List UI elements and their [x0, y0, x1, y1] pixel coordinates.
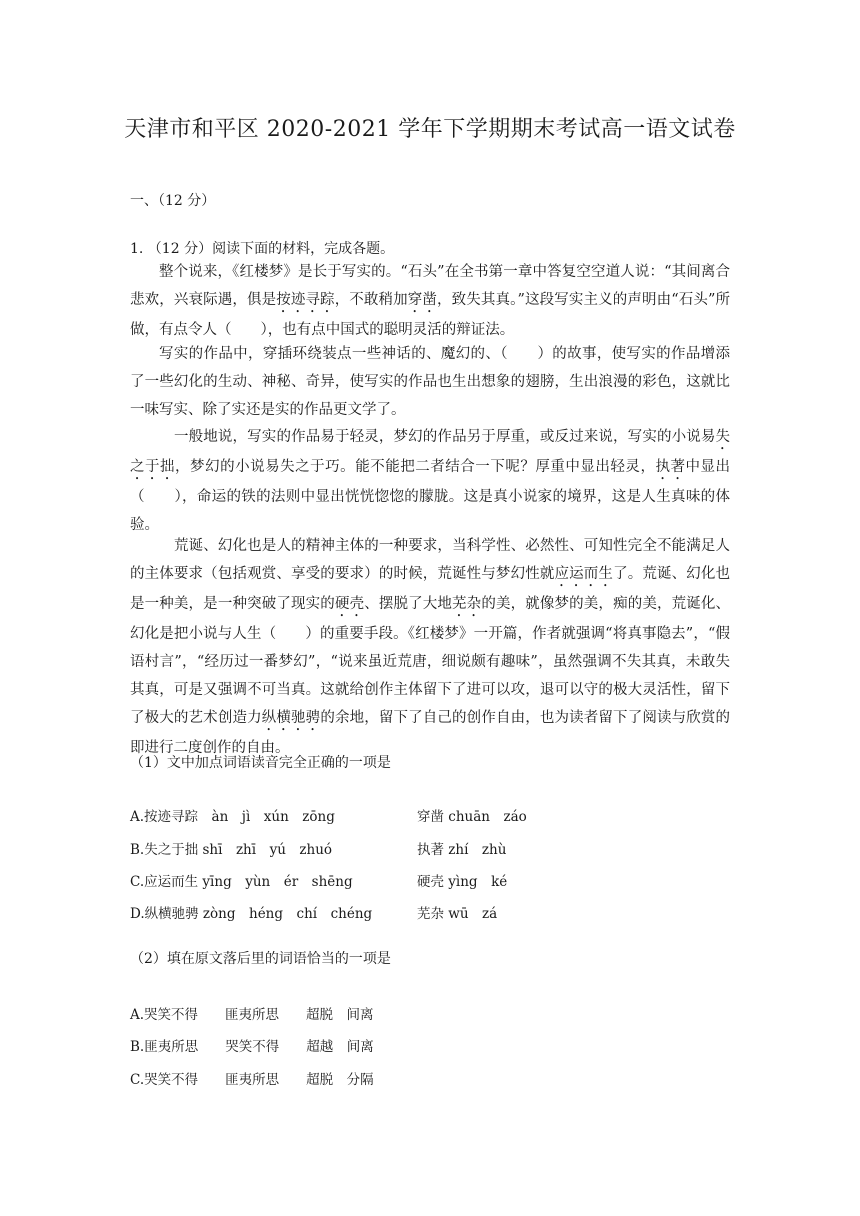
- p4-text-c: 、摆脱了大地: [364, 596, 453, 612]
- p4-emphasis-4: 纵横驰骋: [261, 710, 321, 726]
- option-1b: B.失之于拙 shī zhī yú zhuó: [130, 842, 333, 858]
- paragraph-3: [130, 423, 730, 539]
- question-heading: 1. （12 分）阅读下面的材料，完成各题。: [130, 241, 395, 257]
- option-2b: B.匪夷所思 哭笑不得 超越 间离: [130, 1039, 374, 1055]
- option-1a: A.按迹寻踪 àn jì xún zōng: [130, 809, 335, 825]
- p3-text-a: 一般地说，写实的作品易于轻灵，梦幻的作品另于厚重，或反过来说，写实的小说易: [174, 429, 716, 445]
- p1-emphasis-2: 穿凿: [407, 292, 438, 308]
- p4-text-e: 的余地，留下了自己的创作自由，也为读者留下了阅读与欣赏的即进行二度创作的自由。: [130, 710, 731, 756]
- p4-text-a: 荒诞、幻化也是人的精神主体的一种要求，当科学性、必然性、可知性完全不能满足人的主体要求（包括观赏、享受的要求）的时候，荒诞性与梦幻性就: [130, 538, 730, 582]
- p1-text-c: ，致失其真。”这段写实主义的声明由“石头”所做，有点令人（ ），也有点中国式的聪明灵活的辩证法。: [130, 292, 731, 338]
- p4-emphasis-3: 芜杂: [452, 596, 482, 612]
- option-1c: C.应运而生 yīng yùn ér shēng: [130, 874, 353, 890]
- p3-emphasis-1: 失之于拙: [130, 429, 730, 475]
- p4-text-d: 的美，就像梦的美，痴的美，荒诞化、幻化是把小说与人生（ ）的重要手段。《红楼梦》一开篇，作者就强调“将真事隐去”，“假语村言”，“经历过一番梦幻”，“说来虽近荒唐，细说颇有趣味”，虽然强调不失其真，未敢失其真，可是又强调不可当真。这就给创作主体留下了进可以攻，退可以守的极大灵活性，留下了极大的艺术创造力: [130, 596, 731, 726]
- p3-emphasis-2: 执著: [655, 459, 686, 475]
- p4-emphasis-2: 硬壳: [334, 596, 365, 612]
- option-1d-second: 芜杂 wū zá: [417, 906, 498, 922]
- p3-text-c: 中显出（ ），命运的铁的法则中显出恍恍惚惚的朦胧。这是真小说家的境界，这是人生真味的体验。: [130, 459, 731, 533]
- option-1c-second: 硬壳 yìng ké: [417, 874, 508, 890]
- section-heading: 一、（12 分）: [130, 193, 216, 209]
- option-1a-second: 穿凿 chuān záo: [417, 809, 527, 825]
- sub-question-2: （2）填在原文落后里的词语恰当的一项是: [130, 951, 391, 967]
- option-1d: D.纵横驰骋 zòng héng chí chéng: [130, 906, 373, 922]
- paragraph-2: 写实的作品中，穿插环绕装点一些神话的、魔幻的、（ ）的故事，使写实的作品增添了一些幻化的生动、神秘、奇异，使写实的作品也生出想象的翅膀，生出浪漫的彩色，这就比一味写实、除了实还是实的作品更文学了。: [130, 346, 730, 418]
- page-title: 天津市和平区 2020-2021 学年下学期期末考试高一语文试卷: [124, 117, 736, 142]
- p3-text-b: ，梦幻的小说易失之于巧。能不能把二者结合一下呢？厚重中显出轻灵，: [175, 459, 656, 475]
- p1-emphasis-1: 按迹寻踪: [276, 292, 335, 308]
- p1-text-a: 整个说来，《红楼梦》是长于写实的。“石头”在全书第一章中答复空空道人说：“其间离合悲欢，兴衰际遇，俱是: [130, 264, 730, 308]
- p4-emphasis-1: 应运而生: [554, 566, 614, 582]
- paragraph-4: [130, 532, 730, 762]
- sub-question-1: （1）文中加点词语读音完全正确的一项是: [130, 755, 391, 771]
- option-1b-second: 执著 zhí zhù: [417, 842, 507, 858]
- option-2a: A.哭笑不得 匪夷所思 超脱 间离: [130, 1007, 374, 1023]
- option-2c: C.哭笑不得 匪夷所思 超脱 分隔: [130, 1072, 374, 1088]
- p1-text-b: ，不敢稍加: [334, 292, 408, 308]
- paragraph-1: [130, 258, 730, 344]
- p4-text-b: 了。荒诞、幻化也是一种美，是一种突破了现实的: [130, 566, 731, 612]
